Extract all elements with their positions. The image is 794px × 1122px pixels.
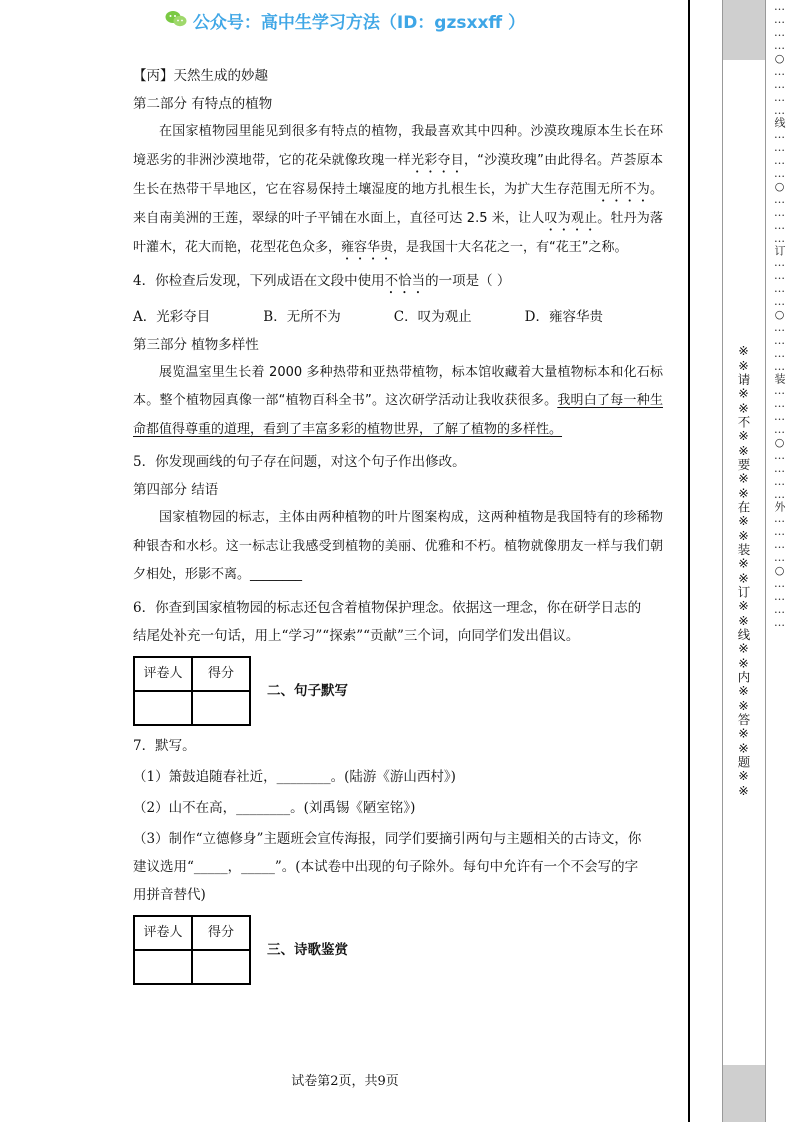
q4-options: [133, 303, 663, 331]
binding-cut-line: …………○…………线…………○…………订…………○…………装…………○…………外…………○…………: [773, 0, 786, 629]
question-7-3-line-1: （3）制作“立德修身”主题班会宣传海报，同学们要摘引两句与主题相关的古诗文，你: [133, 830, 642, 847]
q4-option-c: C．叹为观止: [393, 308, 472, 325]
question-7-2: （2）山不在高，________。(刘禹锡《陋室铭》): [133, 799, 416, 816]
binding-divider: [688, 0, 690, 1122]
underlined-sentence: 我明白了每一种生命都值得尊重的道理，看到了丰富多彩的植物世界，了解了植物的多样性。: [133, 393, 663, 437]
score-box-section3: [133, 915, 663, 985]
question-5: 5．你发现画线的句子存在问题，对这个句子作出修改。: [133, 454, 466, 470]
q4-emphasis: 不恰当: [384, 272, 426, 289]
part3-text: 展览温室里生长着 2000 多种热带和亚热带植物，标本馆收藏着大量植物标本和化石标本。整个植物园真像一部“植物百科全书”。这次研学活动让我收获很多。: [133, 364, 663, 408]
part2-heading: 第二部分 有特点的植物: [133, 96, 273, 112]
idiom-c: 叹为观止: [544, 210, 598, 226]
q4-post: 的一项是（ ）: [425, 272, 511, 289]
q4-option-d: D．雍容华贵: [524, 308, 603, 325]
part4-paragraph: 国家植物园的标志，主体由两种植物的叶片图案构成，这两种植物是我国特有的珍稀物种银杏和水杉。这一标志让我感受到植物的美丽、优雅和不朽。植物就像朋友一样与我们朝夕相处，形影不离。________: [133, 510, 663, 582]
section-2-title: 二、句子默写: [267, 682, 348, 699]
q4-pre: 4．你检查后发现，下列成语在文段中使用: [133, 272, 385, 289]
part2-text-4: 。牡丹为落叶灌木，花大而艳，花型花色众多，: [133, 210, 663, 255]
q4-option-a: A．光彩夺目: [133, 308, 211, 325]
part4-heading: 第四部分 结语: [133, 482, 219, 498]
question-7-3-line-3: 用拼音替代): [133, 886, 206, 903]
grader-label: 评卷人: [134, 657, 192, 691]
score-label: 得分: [192, 657, 250, 691]
page-footer: 试卷第2页，共9页: [291, 1074, 399, 1089]
score-table: [133, 915, 251, 985]
idiom-b: 无所不为: [596, 181, 650, 197]
part3-paragraph: [133, 359, 663, 445]
score-cell: [192, 691, 250, 725]
idiom-a: 光彩夺目: [410, 152, 464, 168]
grader-cell: [134, 950, 192, 984]
part2-text-5: ，是我国十大名花之一，有“花王”之称。: [393, 239, 628, 255]
binding-warning: ※※请※※不※※要※※在※※装※※订※※线※※内※※答※※题※※: [736, 342, 751, 798]
part2-text-2: ，“沙漠玫瑰”由此得名。芦荟原本生长在热带干旱地区，它在容易保持土壤湿度的地方扎根生长，为扩大生存范围: [133, 152, 663, 197]
question-4: [133, 267, 663, 297]
part-bing-title: 【丙】天然生成的妙趣: [133, 68, 268, 84]
score-box-section2: [133, 656, 663, 726]
question-7-3-line-2: 建议选用“_____，_____”。(本试卷中出现的句子除外。每句中允许有一个不会写的字: [133, 858, 639, 875]
header-text: 公众号：高中生学习方法（ID：gzsxxff ）: [192, 13, 526, 33]
page-header: [0, 8, 690, 38]
grader-cell: [134, 691, 192, 725]
grader-label: 评卷人: [134, 916, 192, 950]
part2-paragraph: [133, 118, 663, 263]
score-table: [133, 656, 251, 726]
idiom-d: 雍容华贵: [341, 239, 394, 255]
question-7-1: （1）箫鼓追随春社近，________。(陆游《游山西村》): [133, 768, 456, 785]
wechat-icon: [165, 8, 187, 38]
question-6-line-2: 结尾处补充一句话，用上“学习”“探索”“贡献”三个词，向同学们发出倡议。: [133, 627, 580, 644]
part3-heading: 第三部分 植物多样性: [133, 336, 259, 353]
part2-text-1: 在国家植物园里能见到很多有特点的植物，我最喜欢其中四种。沙漠玫瑰原本生长在环境恶劣的非洲沙漠地带，它的花朵就像玫瑰一样: [133, 124, 663, 168]
exam-content: [133, 62, 663, 991]
score-cell: [192, 950, 250, 984]
part2-text-3: 。来自南美洲的王莲，翠绿的叶子平铺在水面上，直径可达 2.5 米，让人: [133, 181, 663, 226]
question-6-line-1: 6．你查到国家植物园的标志还包含着植物保护理念。依据这一理念，你在研学日志的: [133, 599, 642, 616]
question-7: 7．默写。: [133, 737, 196, 754]
score-label: 得分: [192, 916, 250, 950]
section-3-title: 三、诗歌鉴赏: [267, 941, 348, 958]
q4-option-b: B．无所不为: [263, 308, 341, 325]
